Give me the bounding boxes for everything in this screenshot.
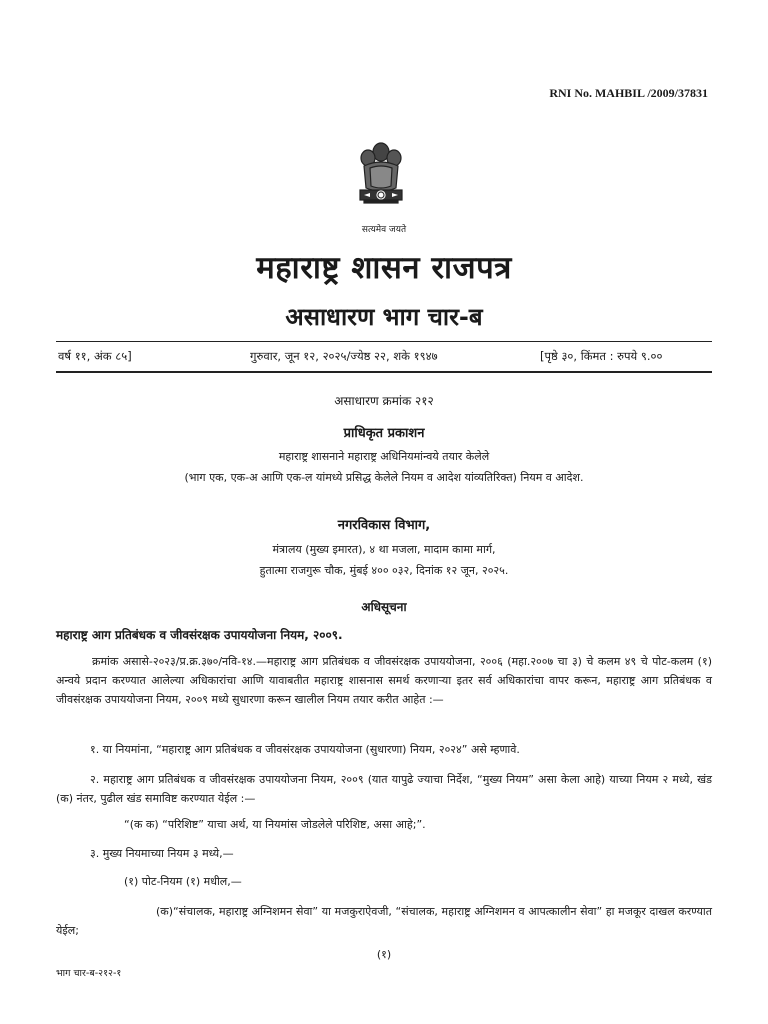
clause-3-sub-1: (१) पोट-नियम (१) मधील,— — [124, 875, 242, 888]
notification-heading: अधिसूचना — [361, 600, 407, 614]
notification-intro: क्रमांक असासे-२०२३/प्र.क्र.३७०/नवि-१४.—महाराष्ट्र आग प्रतिबंधक व जीवसंरक्षक उपाययोजना, २००६ (महा.२००७ चा ३) चे कलम ४९ चे पोट-कलम (१) अन्वये प्रदान करण्यात आलेल्या अधिकारांचा आणि यावाबतीत महाराष्ट्र शासनास समर्थ करणाऱ्या इतर सर्व अधिकारांचा वापर करून, महाराष्ट्र आग प्रतिबंधक व जीवसंरक्षक उपाययोजना नियम, २००९ मध्ये सुधारणा करून खालील नियम तयार करीत आहेत :— — [56, 655, 712, 706]
gazette-title: महाराष्ट्र शासन राजपत्र — [256, 250, 512, 286]
header-rule-top — [56, 341, 712, 342]
header-rule-bottom — [56, 371, 712, 373]
rules-title: महाराष्ट्र आग प्रतिबंधक व जीवसंरक्षक उपाययोजना नियम, २००९. — [56, 628, 343, 642]
notice-line-2: (भाग एक, एक-अ आणि एक-ल यांमध्ये प्रसिद्ध केलेले नियम व आदेश यांव्यतिरिक्त) नियम व आदेश. — [184, 471, 584, 484]
footer-reference: भाग चार-ब-२१२-१ — [56, 968, 122, 979]
clause-2-sub: “(क क) “परिशिष्ट” याचा अर्थ, या नियमांस जोडलेले परिशिष्ट, असा आहे;”. — [124, 818, 426, 831]
clause-3-sub-2: (क)“संचालक, महाराष्ट्र अग्निशमन सेवा” या मजकुराऐवजी, “संचालक, महाराष्ट्र अग्निशमन व आपत्कालीन सेवा” हा मजकूर दाखल करण्यात येईल; — [56, 905, 712, 937]
clause-2: २. महाराष्ट्र आग प्रतिबंधक व जीवसंरक्षक उपाययोजना नियम, २००९ (यात यापुढे ज्याचा निर्देश, “मुख्य नियम” असा केला आहे) याच्या नियम २ मध्ये, खंड (क) नंतर, पुढील खंड समाविष्ट करण्यात येईल :— — [56, 773, 712, 805]
page-number: (१) — [376, 948, 392, 961]
national-emblem-icon — [352, 138, 410, 220]
authorized-publication-heading: प्राधिकृत प्रकाशन — [343, 426, 425, 441]
emblem-motto: सत्यमेव जयते — [361, 225, 407, 235]
publication-date: गुरुवार, जून १२, २०२५/ज्येष्ठ २२, शके १९४७ — [250, 349, 438, 363]
department-address-2: हुतात्मा राजगुरू चौक, मुंबई ४०० ०३२, दिनांक १२ जून, २०२५. — [259, 564, 509, 577]
volume-issue: वर्ष ११, अंक ८५] — [58, 349, 132, 363]
rni-number: RNI No. MAHBIL /2009/37831 — [549, 86, 708, 100]
notice-line-1: महाराष्ट्र शासनाने महाराष्ट्र अधिनियमांन्वये तयार केलेले — [278, 450, 490, 463]
department-address-1: मंत्रालय (मुख्य इमारत), ४ था मजला, मादाम कामा मार्ग, — [272, 543, 496, 556]
clause-1: १. या नियमांना, “महाराष्ट्र आग प्रतिबंधक व जीवसंरक्षक उपाययोजना (सुधारणा) नियम, २०२४” असे म्हणावे. — [90, 743, 520, 756]
gazette-subtitle: असाधारण भाग चार-ब — [285, 303, 483, 331]
extraordinary-number: असाधारण क्रमांक २१२ — [334, 394, 434, 408]
pages-price: [पृष्ठे ३०, किंमत : रुपये ९.०० — [540, 349, 663, 363]
clause-3: ३. मुख्य नियमाच्या नियम ३ मध्ये,— — [90, 847, 234, 860]
department-name: नगरविकास विभाग, — [337, 518, 431, 533]
